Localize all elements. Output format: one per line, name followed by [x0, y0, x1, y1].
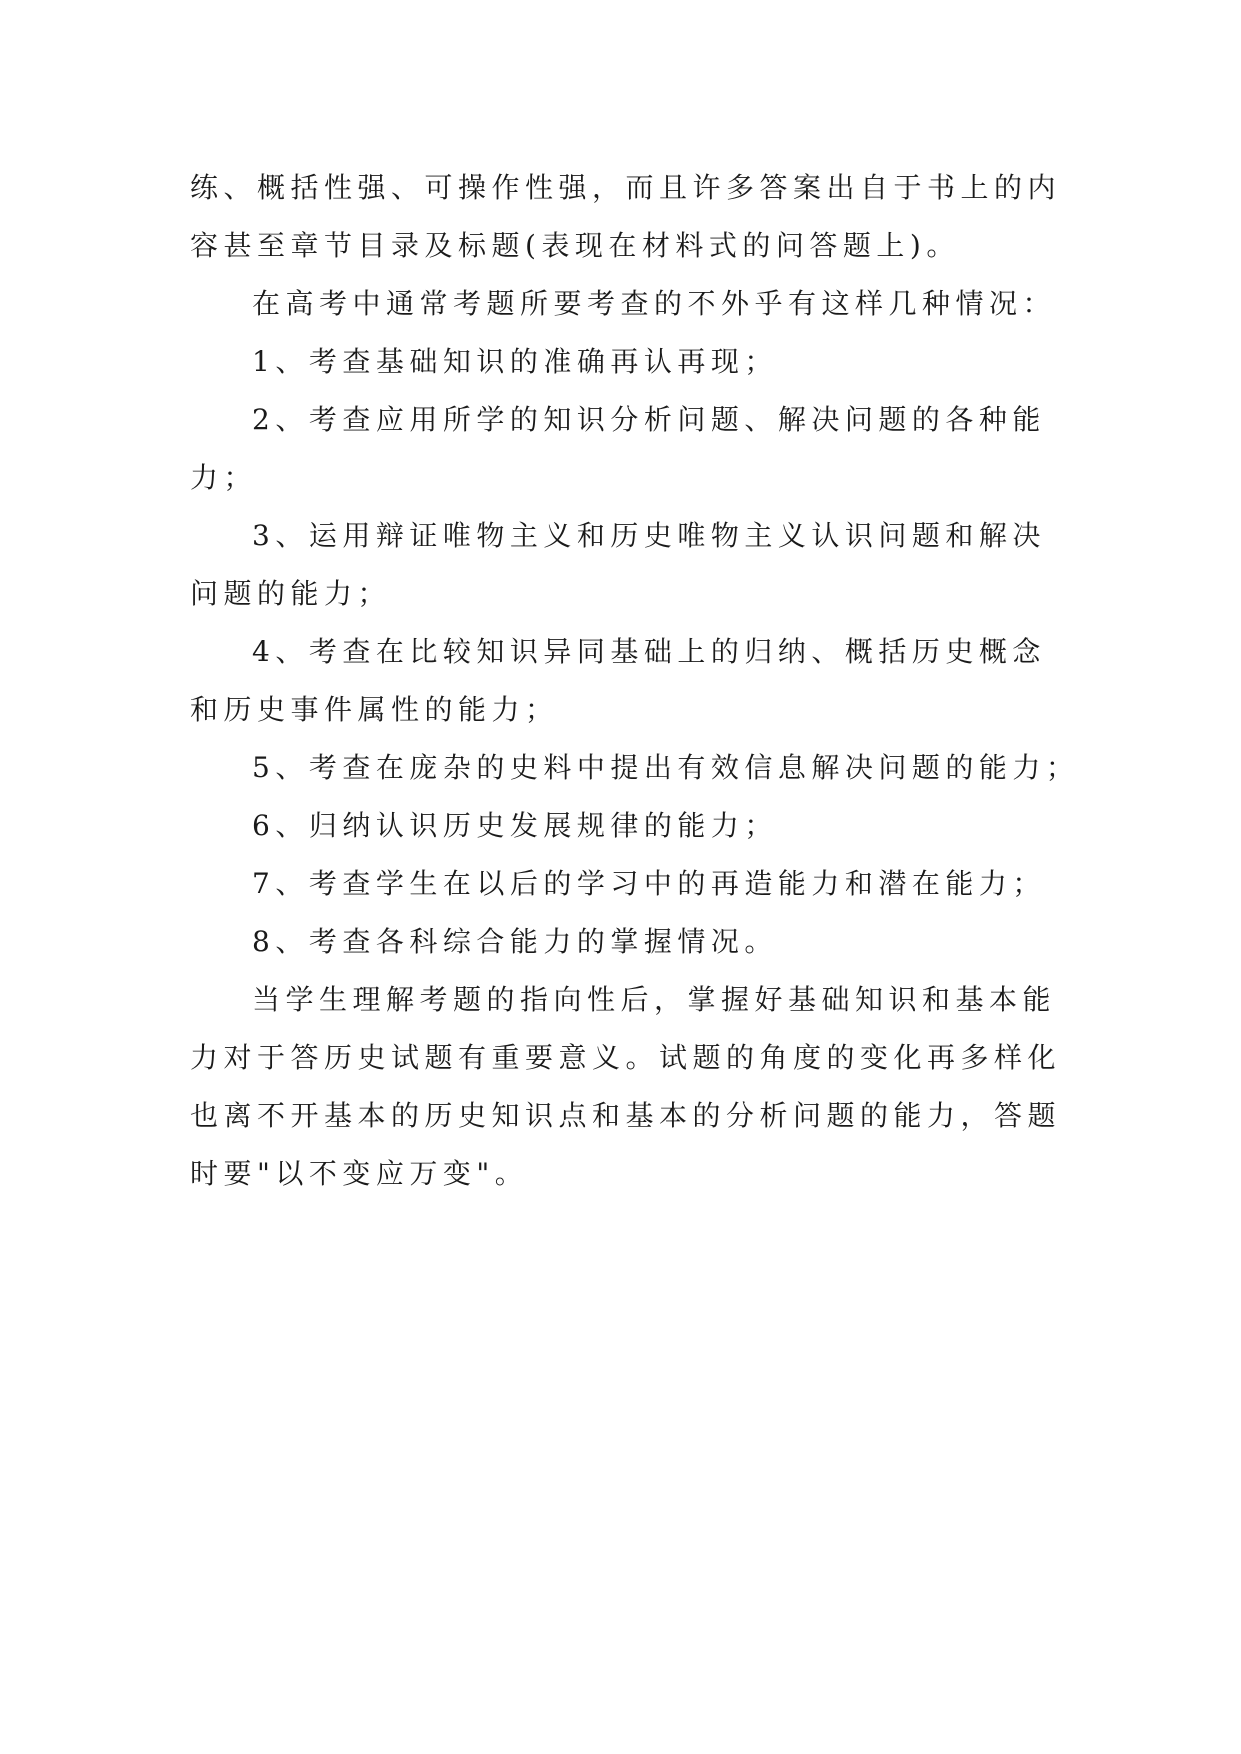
- paragraph-conclusion: 当学生理解考题的指向性后，掌握好基础知识和基本能: [252, 983, 1057, 1016]
- list-item: 3、运用辩证唯物主义和历史唯物主义认识问题和解决: [252, 519, 1046, 552]
- text-line: 容甚至章节目录及标题(表现在材料式的问答题上)。: [190, 229, 960, 262]
- text-line: 和历史事件属性的能力；: [190, 693, 559, 726]
- list-item: 8、考查各科综合能力的掌握情况。: [252, 925, 778, 958]
- list-item: 4、考查在比较知识异同基础上的归纳、概括历史概念: [252, 635, 1046, 668]
- text-line: 也离不开基本的历史知识点和基本的分析问题的能力，答题: [190, 1099, 1062, 1132]
- text-line: 练、概括性强、可操作性强，而且许多答案出自于书上的内: [190, 171, 1062, 204]
- text-line: 时要"以不变应万变"。: [190, 1157, 529, 1190]
- text-line: 问题的能力；: [190, 577, 392, 610]
- text-line: 力；: [190, 461, 258, 494]
- text-line: 力对于答历史试题有重要意义。试题的角度的变化再多样化: [190, 1041, 1062, 1074]
- list-item: 6、归纳认识历史发展规律的能力；: [252, 809, 778, 842]
- paragraph-intro: 在高考中通常考题所要考查的不外乎有这样几种情况：: [252, 287, 1057, 320]
- list-item: 7、考查学生在以后的学习中的再造能力和潜在能力；: [252, 867, 1046, 900]
- list-item: 1、考查基础知识的准确再认再现；: [252, 345, 778, 378]
- list-item: 5、考查在庞杂的史料中提出有效信息解决问题的能力；: [252, 751, 1080, 784]
- list-item: 2、考查应用所学的知识分析问题、解决问题的各种能: [252, 403, 1046, 436]
